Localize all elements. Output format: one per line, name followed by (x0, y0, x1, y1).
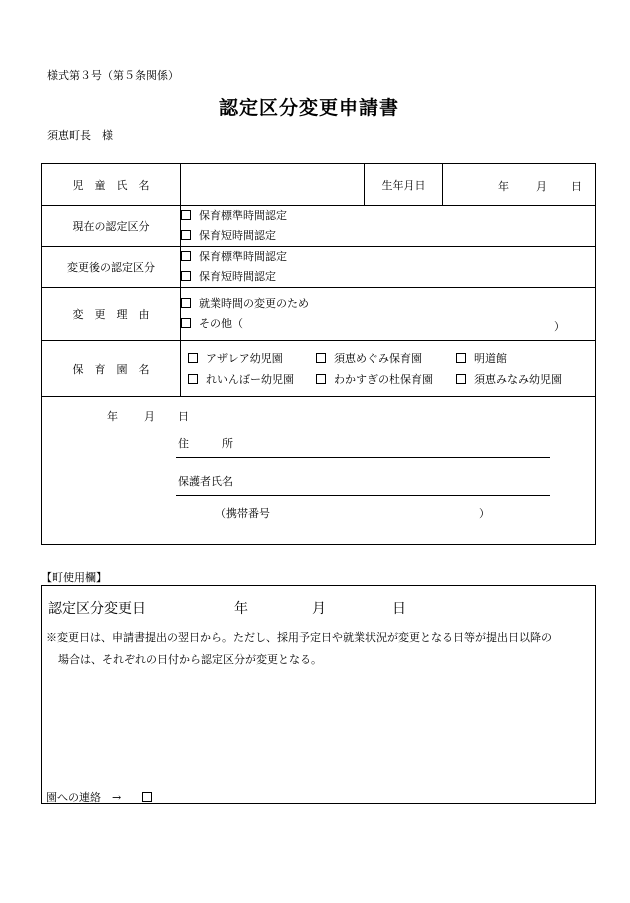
checkbox-icon[interactable] (181, 230, 191, 240)
birthdate-label-cell (365, 164, 443, 206)
contact-checkbox[interactable] (142, 792, 152, 802)
nursery-label: 保 育 園 名 (72, 362, 150, 376)
checkbox-icon[interactable] (456, 374, 466, 384)
nursery-option-rainbow[interactable] (188, 371, 294, 387)
note-line-2: 場合は、それぞれの日付から認定区分が変更となる。 (58, 653, 322, 666)
after-category-label: 変更後の認定区分 (67, 261, 155, 274)
change-date-month: 月 (312, 601, 326, 617)
note-line-1: ※変更日は、申請書提出の翌日から。ただし、採用予定日や就業状況が変更となる日等が提出日以降の (46, 631, 552, 644)
nursery-label-cell (42, 341, 181, 397)
after-category-options (181, 247, 596, 288)
after-category-label-cell (42, 247, 181, 288)
after-option-standard[interactable] (181, 247, 595, 267)
option-label: れいんぼー幼児園 (206, 373, 294, 386)
current-category-label: 現在の認定区分 (72, 220, 150, 233)
checkbox-icon[interactable] (181, 298, 191, 308)
checkbox-icon[interactable] (188, 353, 198, 363)
option-label: わかすぎの杜保育園 (334, 373, 433, 386)
option-label: 保育標準時間認定 (199, 250, 287, 263)
checkbox-icon[interactable] (456, 353, 466, 363)
child-name-label: 児 童 氏 名 (72, 178, 150, 192)
nursery-option-megumi[interactable] (316, 350, 422, 366)
nursery-option-wakasugi[interactable] (316, 371, 433, 387)
reason-option-other[interactable] (181, 314, 595, 334)
option-label: アザレア幼児園 (206, 352, 283, 365)
checkbox-icon[interactable] (188, 374, 198, 384)
birthdate-year: 年 (498, 180, 509, 193)
phone-label: （携帯番号 (215, 507, 270, 520)
birthdate-field[interactable] (443, 164, 596, 206)
application-year: 年 (107, 410, 118, 423)
phone-close: ） (479, 507, 490, 520)
option-label: 就業時間の変更のため (199, 297, 309, 310)
birthdate-day: 日 (571, 180, 582, 193)
addressee: 須恵町長 様 (47, 129, 113, 142)
guardian-name-line[interactable] (176, 495, 550, 496)
application-table (41, 163, 596, 545)
option-label: その他（ (199, 317, 243, 330)
checkbox-icon[interactable] (316, 374, 326, 384)
reason-label: 変 更 理 由 (72, 308, 150, 321)
reason-other-close: ） (554, 320, 565, 333)
nursery-options (181, 341, 596, 397)
option-label: 保育標準時間認定 (199, 209, 287, 222)
guardian-name-label: 保護者氏名 (178, 475, 233, 488)
application-day: 日 (178, 410, 189, 423)
current-category-options (181, 206, 596, 247)
nursery-option-meidokan[interactable] (456, 350, 507, 366)
checkbox-icon[interactable] (316, 353, 326, 363)
after-option-short[interactable] (181, 267, 595, 287)
option-label: 須恵みなみ幼児園 (474, 373, 562, 386)
address-line[interactable] (176, 457, 550, 458)
address-label: 住 所 (178, 437, 233, 450)
checkbox-icon[interactable] (181, 318, 191, 328)
birthdate-label: 生年月日 (381, 178, 426, 192)
checkbox-icon[interactable] (181, 251, 191, 261)
checkbox-icon[interactable] (181, 210, 191, 220)
child-name-field[interactable] (181, 164, 365, 206)
contact-label: 園への連絡 → (46, 791, 122, 804)
change-date-year: 年 (234, 601, 248, 617)
child-name-label-cell (42, 164, 181, 206)
change-date-label: 認定区分変更日 (48, 601, 146, 617)
option-label: 須恵めぐみ保育園 (334, 352, 422, 365)
nursery-option-minami[interactable] (456, 371, 562, 387)
guardian-section (42, 397, 596, 545)
option-label: 明道館 (474, 352, 507, 365)
nursery-option-azalea[interactable] (188, 350, 283, 366)
reason-options (181, 288, 596, 341)
office-section-label: 【町使用欄】 (41, 571, 107, 584)
change-date-day: 日 (392, 601, 406, 617)
birthdate-month: 月 (536, 180, 547, 193)
option-label: 保育短時間認定 (199, 270, 276, 283)
application-month: 月 (144, 410, 155, 423)
form-title: 認定区分変更申請書 (219, 97, 400, 119)
reason-label-cell (42, 288, 181, 341)
form-number: 様式第３号（第５条関係） (47, 69, 179, 82)
checkbox-icon[interactable] (181, 271, 191, 281)
current-option-standard[interactable] (181, 206, 595, 226)
office-use-box (41, 585, 596, 804)
current-category-label-cell (42, 206, 181, 247)
option-label: 保育短時間認定 (199, 229, 276, 242)
reason-option-work-hours[interactable] (181, 294, 595, 314)
current-option-short[interactable] (181, 226, 595, 246)
